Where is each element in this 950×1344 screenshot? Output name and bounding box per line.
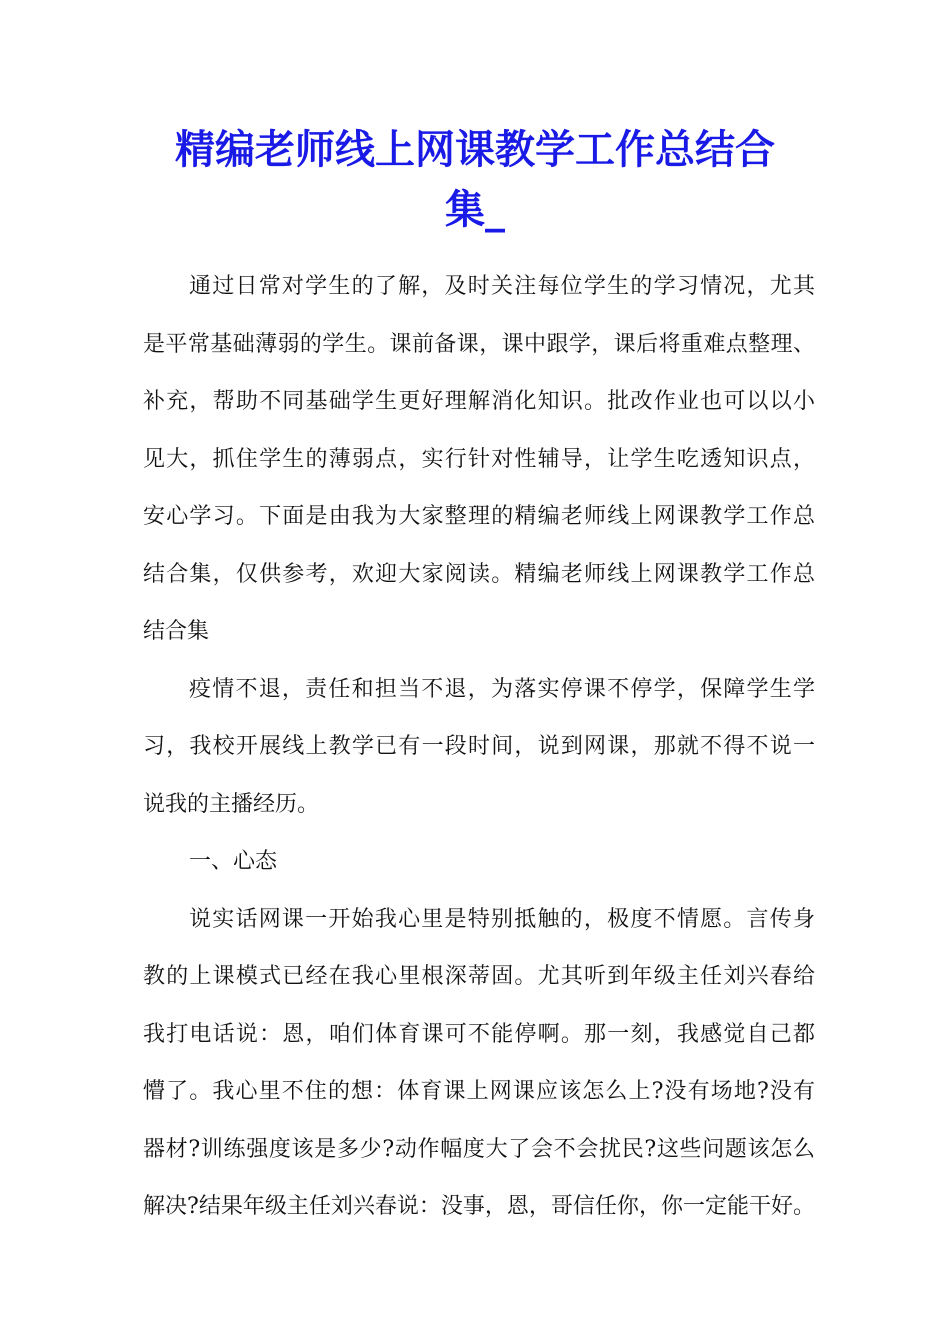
text-line: 教的上课模式已经在我心里根深蒂固。尤其听到年级主任刘兴春给 [143, 964, 815, 989]
text-line: 解决?结果年级主任刘兴春说：没事，恩，哥信任你，你一定能干好。 [143, 1194, 815, 1219]
title-line: 精编老师线上网课教学工作总结合 [175, 126, 775, 173]
text-line: 结合集，仅供参考，欢迎大家阅读。精编老师线上网课教学工作总 [143, 561, 815, 587]
text-line: 结合集 [143, 619, 210, 644]
paragraph-intro [143, 258, 815, 661]
document-title [140, 120, 810, 240]
document-body [143, 258, 815, 1236]
text-line: 说我的主播经历。 [143, 791, 320, 817]
section-heading-mindset [143, 833, 815, 891]
text-line: 说实话网课一开始我心里是特别抵触的，极度不情愿。言传身 [189, 906, 815, 932]
text-line: 见大，抓住学生的薄弱点，实行针对性辅导，让学生吃透知识点， [143, 446, 815, 472]
text-line: 补充，帮助不同基础学生更好理解消化知识。批改作业也可以以小 [143, 389, 815, 414]
text-line: 疫情不退，责任和担当不退，为落实停课不停学，保障学生学 [189, 676, 815, 702]
text-line: 一、心态 [189, 849, 278, 874]
text-line: 是平常基础薄弱的学生。课前备课，课中跟学，课后将重难点整理、 [143, 331, 815, 357]
paragraph-honestly [143, 891, 815, 1236]
text-line: 习，我校开展线上教学已有一段时间，说到网课，那就不得不说一 [143, 734, 815, 759]
paragraph-epidemic [143, 661, 815, 834]
text-line: 我打电话说：恩，咱们体育课可不能停啊。那一刻，我感觉自己都 [143, 1021, 815, 1047]
text-line: 懵了。我心里不住的想：体育课上网课应该怎么上?没有场地?没有 [143, 1079, 815, 1104]
title-line: 集_ [445, 186, 505, 233]
text-line: 器材?训练强度该是多少?动作幅度大了会不会扰民?这些问题该怎么 [143, 1136, 815, 1162]
text-line: 安心学习。下面是由我为大家整理的精编老师线上网课教学工作总 [143, 504, 815, 529]
text-line: 通过日常对学生的了解，及时关注每位学生的学习情况，尤其 [189, 274, 815, 299]
